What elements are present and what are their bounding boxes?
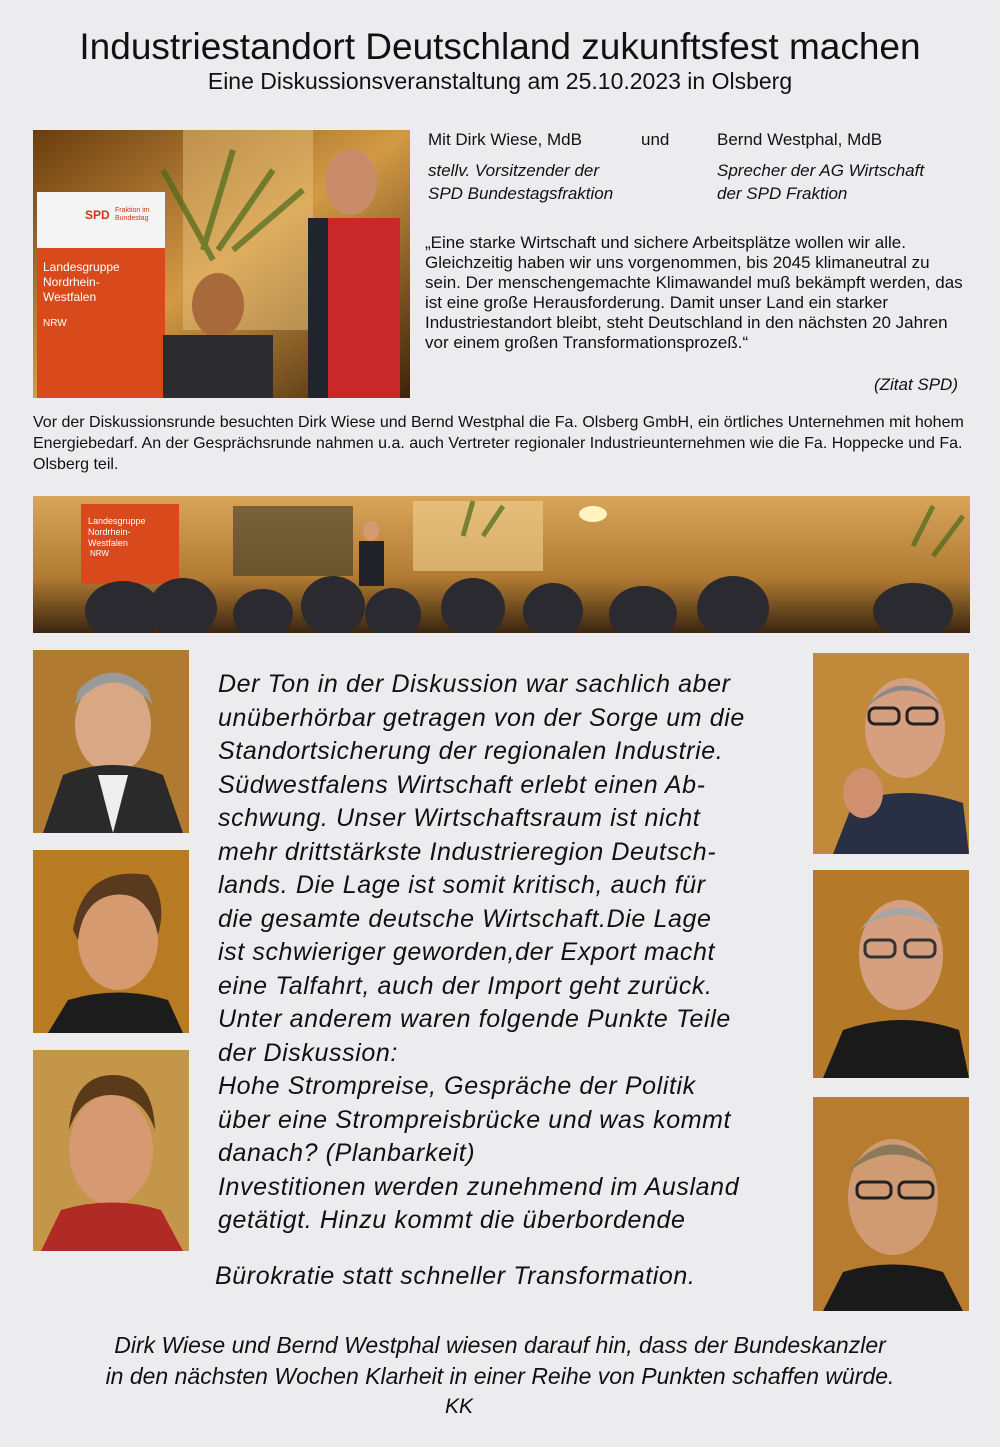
portrait-left-1 xyxy=(33,650,189,833)
portrait-left-2 xyxy=(33,850,189,1033)
portrait-right-2 xyxy=(813,870,969,1078)
discussion-last-line: Bürokratie statt schneller Transformation. xyxy=(215,1262,696,1290)
banner-text: Landesgruppe Nordrhein- Westfalen xyxy=(43,260,120,304)
discussion-line: danach? (Planbarkeit) xyxy=(218,1139,476,1167)
nrw-logo: NRW xyxy=(43,318,67,329)
discussion-line: Der Ton in der Diskussion war sachlich aber xyxy=(218,670,731,698)
and-label: und xyxy=(641,130,670,149)
discussion-line: unüberhörbar getragen von der Sorge um die xyxy=(218,703,745,732)
audience-panorama-photo xyxy=(33,496,970,633)
spd-logo: SPD xyxy=(85,208,110,222)
discussion-line: Investitionen werden zunehmend im Ausland xyxy=(218,1172,740,1201)
speaker2-name: Bernd Westphal, MdB xyxy=(717,130,883,149)
portrait-left-3 xyxy=(33,1050,189,1251)
page-subtitle: Eine Diskussionsveranstaltung am 25.10.2023 in Olsberg xyxy=(207,68,793,94)
discussion-line: Hohe Strompreise, Gespräche der Politik xyxy=(218,1072,696,1100)
discussion-line: die gesamte deutsche Wirtschaft.Die Lage xyxy=(218,904,712,933)
panorama-banner-text: Landesgruppe Nordrhein- Westfalen xyxy=(88,516,146,548)
visit-paragraph: Vor der Diskussionsrunde besuchten Dirk Wiese und Bernd Westphal die Fa. Olsberg GmbH, ein örtliches Unternehmen mit hohem Energiebedarf. An der Gesprächsrunde nahmen u.a. auch Vertreter regionaler Industrieunternehmen wie die Fa. Hoppecke und Fa. Olsberg teil. xyxy=(33,414,964,473)
discussion-line: Unter anderem waren folgende Punkte Teile xyxy=(218,1005,731,1033)
discussion-line: eine Talfahrt, auch der Import geht zurück. xyxy=(218,971,713,1000)
discussion-line: Südwestfalens Wirtschaft erlebt einen Ab- xyxy=(218,770,706,799)
speakers-photo xyxy=(33,130,410,398)
quote-source: (Zitat SPD) xyxy=(873,375,958,394)
speaker1-name: Mit Dirk Wiese, MdB xyxy=(428,130,582,149)
portrait-right-3 xyxy=(813,1097,969,1311)
discussion-line: über eine Strompreisbrücke und was kommt xyxy=(218,1105,732,1134)
discussion-text xyxy=(218,668,798,1238)
portrait-right-1 xyxy=(813,653,969,854)
speaker2-role: Sprecher der AG Wirtschaft der SPD Fraktion xyxy=(717,161,925,203)
fraktion-label: Fraktion im Bundestag xyxy=(115,207,150,222)
signature: KK xyxy=(445,1395,474,1418)
page-title: Industriestandort Deutschland zukunftsfest machen xyxy=(79,26,921,67)
discussion-line: getätigt. Hinzu kommt die überbordende xyxy=(218,1206,686,1234)
closing-paragraph: Dirk Wiese und Bernd Westphal wiesen darauf hin, dass der Bundeskanzler in den nächsten Wochen Klarheit in einer Reihe von Punkten schaffen würde. xyxy=(105,1332,895,1389)
speaker1-role: stellv. Vorsitzender der SPD Bundestagsfraktion xyxy=(428,161,614,203)
discussion-line: Standortsicherung der regionalen Industrie. xyxy=(218,737,724,765)
spd-quote: „Eine starke Wirtschaft und sichere Arbeitsplätze wollen wir alle. Gleichzeitig haben wir uns vorgenommen, bis 2045 klimaneutral zu sein. Der menschengemachte Klimawandel muß bekämpft werden, das ist eine große Herausforderung. Damit unser Land ein starker Industriestandort bleibt, steht Deutschland in den nächsten 20 Jahren vor einem großen Transformationsprozeß.“ xyxy=(425,233,963,352)
discussion-line: lands. Die Lage ist somit kritisch, auch für xyxy=(218,871,706,899)
panorama-nrw-logo: NRW xyxy=(90,549,109,558)
discussion-line: ist schwieriger geworden,der Export macht xyxy=(218,938,716,966)
discussion-line: mehr drittstärkste Industrieregion Deutsch- xyxy=(218,837,717,866)
discussion-line: schwung. Unser Wirtschaftsraum ist nicht xyxy=(218,804,701,832)
discussion-line: der Diskussion: xyxy=(218,1038,398,1067)
